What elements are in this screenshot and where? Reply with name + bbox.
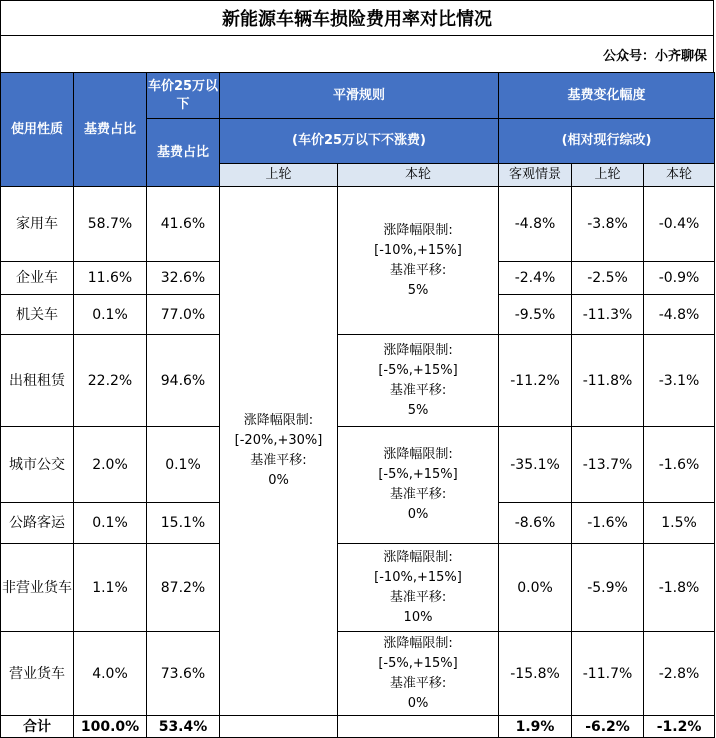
this-round-rule: 涨降幅限制: [-5%,+15%] 基准平移: 0% xyxy=(338,632,499,716)
table-row xyxy=(1,187,715,262)
cell-prev: -5.9% xyxy=(572,544,644,632)
cell-share: 4.0% xyxy=(74,632,147,716)
cell-prev: -11.8% xyxy=(572,335,644,427)
cell-share: 58.7% xyxy=(74,187,147,262)
total-this-rule xyxy=(338,716,499,738)
cell-usage: 企业车 xyxy=(1,262,74,295)
cell-share: 2.0% xyxy=(74,427,147,503)
cell-usage: 非营业货车 xyxy=(1,544,74,632)
cell-under25: 32.6% xyxy=(147,262,220,295)
header-smoothing: 平滑规则 xyxy=(220,73,499,119)
cell-under25: 0.1% xyxy=(147,427,220,503)
cell-share: 0.1% xyxy=(74,295,147,335)
header-this-round: 本轮 xyxy=(338,164,499,187)
cell-usage: 机关车 xyxy=(1,295,74,335)
cell-prev: -2.5% xyxy=(572,262,644,295)
table-row xyxy=(1,427,715,503)
cell-usage: 出租租赁 xyxy=(1,335,74,427)
cell-cur: -1.6% xyxy=(644,427,715,503)
cell-cur: -2.8% xyxy=(644,632,715,716)
cell-cur: -3.1% xyxy=(644,335,715,427)
header-change-note: (相对现行综改) xyxy=(499,119,715,164)
cell-usage: 营业货车 xyxy=(1,632,74,716)
table-row xyxy=(1,544,715,632)
page-title: 新能源车辆车损险费用率对比情况 xyxy=(0,0,714,36)
header-share: 基费占比 xyxy=(74,73,147,187)
cell-prev: -1.6% xyxy=(572,503,644,544)
header-this-round-2: 本轮 xyxy=(644,164,715,187)
cell-prev: -11.3% xyxy=(572,295,644,335)
header-prev-round: 上轮 xyxy=(220,164,338,187)
total-cur: -1.2% xyxy=(644,716,715,738)
cell-under25: 73.6% xyxy=(147,632,220,716)
cell-objective: -8.6% xyxy=(499,503,572,544)
total-prev-rule xyxy=(220,716,338,738)
table-row xyxy=(1,632,715,716)
total-objective: 1.9% xyxy=(499,716,572,738)
cell-under25: 87.2% xyxy=(147,544,220,632)
cell-cur: -0.4% xyxy=(644,187,715,262)
cell-usage: 城市公交 xyxy=(1,427,74,503)
source-label: 公众号：小齐聊保 xyxy=(0,36,714,72)
cell-share: 1.1% xyxy=(74,544,147,632)
cell-usage: 家用车 xyxy=(1,187,74,262)
this-round-rule: 涨降幅限制: [-5%,+15%] 基准平移: 5% xyxy=(338,335,499,427)
total-under25: 53.4% xyxy=(147,716,220,738)
cell-objective: -11.2% xyxy=(499,335,572,427)
prev-round-rule: 涨降幅限制: [-20%,+30%] 基准平移: 0% xyxy=(220,187,338,716)
header-change: 基费变化幅度 xyxy=(499,73,715,119)
cell-share: 11.6% xyxy=(74,262,147,295)
cell-objective: -4.8% xyxy=(499,187,572,262)
header-smoothing-note: (车价25万以下不涨费) xyxy=(220,119,499,164)
cell-prev: -11.7% xyxy=(572,632,644,716)
total-prev: -6.2% xyxy=(572,716,644,738)
total-share: 100.0% xyxy=(74,716,147,738)
header-under25-top: 车价25万以下 xyxy=(147,73,220,119)
cell-prev: -13.7% xyxy=(572,427,644,503)
header-usage: 使用性质 xyxy=(1,73,74,187)
cell-cur: -0.9% xyxy=(644,262,715,295)
cell-cur: 1.5% xyxy=(644,503,715,544)
cell-cur: -4.8% xyxy=(644,295,715,335)
cell-objective: -15.8% xyxy=(499,632,572,716)
cell-under25: 94.6% xyxy=(147,335,220,427)
header-prev-round-2: 上轮 xyxy=(572,164,644,187)
this-round-rule: 涨降幅限制: [-10%,+15%] 基准平移: 10% xyxy=(338,544,499,632)
header-under25-bottom: 基费占比 xyxy=(147,119,220,187)
cell-cur: -1.8% xyxy=(644,544,715,632)
table-row xyxy=(1,335,715,427)
cell-objective: -2.4% xyxy=(499,262,572,295)
total-row xyxy=(1,716,715,738)
cell-objective: -9.5% xyxy=(499,295,572,335)
cell-under25: 77.0% xyxy=(147,295,220,335)
this-round-rule: 涨降幅限制: [-5%,+15%] 基准平移: 0% xyxy=(338,427,499,544)
cell-under25: 41.6% xyxy=(147,187,220,262)
cell-share: 0.1% xyxy=(74,503,147,544)
cell-objective: -35.1% xyxy=(499,427,572,503)
total-label: 合计 xyxy=(1,716,74,738)
cell-objective: 0.0% xyxy=(499,544,572,632)
header-objective: 客观情景 xyxy=(499,164,572,187)
cell-under25: 15.1% xyxy=(147,503,220,544)
cell-share: 22.2% xyxy=(74,335,147,427)
cell-prev: -3.8% xyxy=(572,187,644,262)
comparison-table xyxy=(0,72,715,738)
this-round-rule: 涨降幅限制: [-10%,+15%] 基准平移: 5% xyxy=(338,187,499,335)
cell-usage: 公路客运 xyxy=(1,503,74,544)
